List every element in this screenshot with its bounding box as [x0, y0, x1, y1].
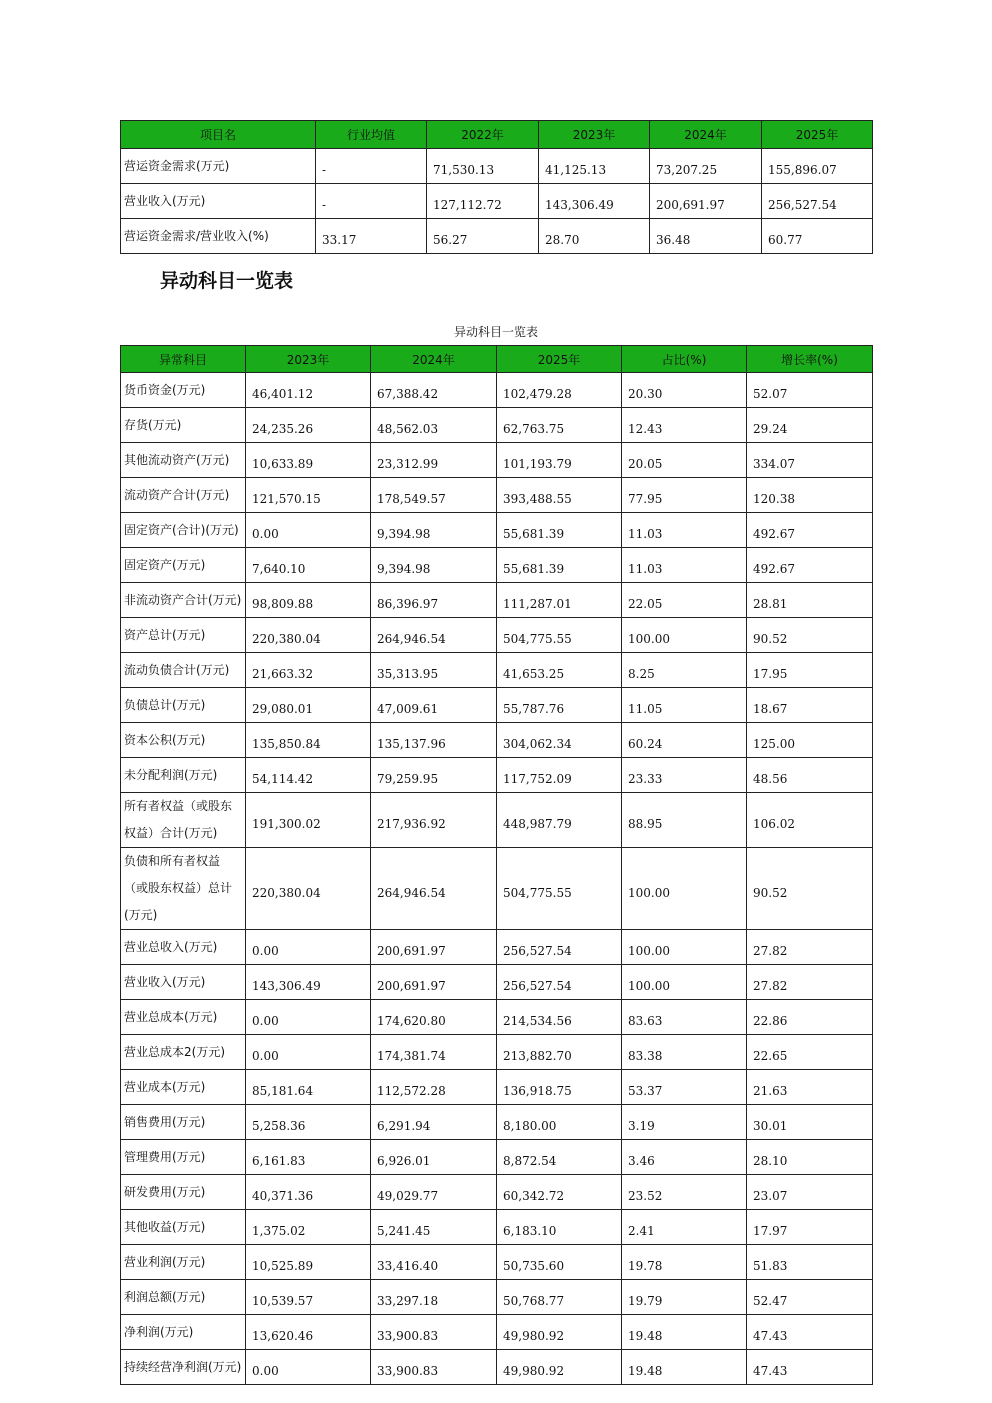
- header-cell: 2025年: [497, 346, 622, 373]
- value-cell: 60,342.72: [497, 1175, 622, 1210]
- header-cell: 2025年: [762, 121, 873, 149]
- value-cell: 23.52: [622, 1175, 747, 1210]
- table-row: [121, 1210, 873, 1245]
- value-cell: 67,388.42: [371, 373, 497, 408]
- value-cell: 30.01: [747, 1105, 873, 1140]
- value-cell: 55,787.76: [497, 688, 622, 723]
- value-cell: 29.24: [747, 408, 873, 443]
- value-cell: 85,181.64: [246, 1070, 371, 1105]
- table-row: [121, 965, 873, 1000]
- value-cell: 174,381.74: [371, 1035, 497, 1070]
- value-cell: 22.86: [747, 1000, 873, 1035]
- value-cell: 6,926.01: [371, 1140, 497, 1175]
- value-cell: 27.82: [747, 930, 873, 965]
- value-cell: 49,980.92: [497, 1350, 622, 1385]
- value-cell: 0.00: [246, 1035, 371, 1070]
- value-cell: 21,663.32: [246, 653, 371, 688]
- table-row: [121, 219, 873, 254]
- value-cell: 17.97: [747, 1210, 873, 1245]
- value-cell: 23,312.99: [371, 443, 497, 478]
- table-row: [121, 723, 873, 758]
- value-cell: 47.43: [747, 1315, 873, 1350]
- value-cell: 49,029.77: [371, 1175, 497, 1210]
- value-cell: 2.41: [622, 1210, 747, 1245]
- value-cell: 143,306.49: [246, 965, 371, 1000]
- table-row: [121, 1315, 873, 1350]
- header-cell: 行业均值: [316, 121, 427, 149]
- value-cell: 178,549.57: [371, 478, 497, 513]
- value-cell: 90.52: [747, 848, 873, 930]
- value-cell: 19.48: [622, 1350, 747, 1385]
- value-cell: 12.43: [622, 408, 747, 443]
- value-cell: 20.05: [622, 443, 747, 478]
- value-cell: 62,763.75: [497, 408, 622, 443]
- row-label-cell: 所有者权益（或股东权益）合计(万元): [121, 793, 246, 848]
- value-cell: 28.81: [747, 583, 873, 618]
- value-cell: 200,691.97: [371, 930, 497, 965]
- value-cell: 100.00: [622, 618, 747, 653]
- value-cell: 200,691.97: [650, 184, 762, 219]
- header-cell: 2023年: [539, 121, 650, 149]
- value-cell: 117,752.09: [497, 758, 622, 793]
- value-cell: 5,241.45: [371, 1210, 497, 1245]
- row-label-cell: 负债和所有者权益（或股东权益）总计(万元): [121, 848, 246, 930]
- table-row: [121, 793, 873, 848]
- value-cell: 60.77: [762, 219, 873, 254]
- value-cell: 256,527.54: [762, 184, 873, 219]
- value-cell: 22.65: [747, 1035, 873, 1070]
- value-cell: 88.95: [622, 793, 747, 848]
- row-label-cell: 持续经营净利润(万元): [121, 1350, 246, 1385]
- value-cell: 111,287.01: [497, 583, 622, 618]
- value-cell: 101,193.79: [497, 443, 622, 478]
- value-cell: 98,809.88: [246, 583, 371, 618]
- value-cell: 13,620.46: [246, 1315, 371, 1350]
- value-cell: 50,735.60: [497, 1245, 622, 1280]
- value-cell: 334.07: [747, 443, 873, 478]
- table-row: [121, 184, 873, 219]
- value-cell: 220,380.04: [246, 848, 371, 930]
- value-cell: 10,525.89: [246, 1245, 371, 1280]
- value-cell: -: [316, 184, 427, 219]
- row-label-cell: 营运资金需求(万元): [121, 149, 316, 184]
- value-cell: 55,681.39: [497, 548, 622, 583]
- value-cell: 191,300.02: [246, 793, 371, 848]
- row-label-cell: 资产总计(万元): [121, 618, 246, 653]
- header-cell: 2024年: [650, 121, 762, 149]
- value-cell: 6,291.94: [371, 1105, 497, 1140]
- table-row: [121, 513, 873, 548]
- row-label-cell: 营业收入(万元): [121, 965, 246, 1000]
- value-cell: 304,062.34: [497, 723, 622, 758]
- row-label-cell: 销售费用(万元): [121, 1105, 246, 1140]
- table-caption: 异动科目一览表: [453, 325, 538, 339]
- table-row: [121, 443, 873, 478]
- value-cell: 0.00: [246, 1000, 371, 1035]
- value-cell: 214,534.56: [497, 1000, 622, 1035]
- value-cell: 19.78: [622, 1245, 747, 1280]
- working-capital-table: [120, 120, 873, 254]
- header-cell: 异常科目: [121, 346, 246, 373]
- row-label-cell: 固定资产(合计)(万元): [121, 513, 246, 548]
- value-cell: 36.48: [650, 219, 762, 254]
- row-label-cell: 固定资产(万元): [121, 548, 246, 583]
- table-row: [121, 583, 873, 618]
- value-cell: 7,640.10: [246, 548, 371, 583]
- value-cell: 0.00: [246, 1350, 371, 1385]
- value-cell: 102,479.28: [497, 373, 622, 408]
- table-row: [121, 1035, 873, 1070]
- value-cell: 264,946.54: [371, 848, 497, 930]
- value-cell: 83.38: [622, 1035, 747, 1070]
- row-label-cell: 其他流动资产(万元): [121, 443, 246, 478]
- table-row: [121, 548, 873, 583]
- value-cell: 28.70: [539, 219, 650, 254]
- value-cell: 448,987.79: [497, 793, 622, 848]
- value-cell: 90.52: [747, 618, 873, 653]
- value-cell: 40,371.36: [246, 1175, 371, 1210]
- table-row: [121, 478, 873, 513]
- value-cell: 256,527.54: [497, 930, 622, 965]
- value-cell: 71,530.13: [427, 149, 539, 184]
- value-cell: 120.38: [747, 478, 873, 513]
- value-cell: 53.37: [622, 1070, 747, 1105]
- value-cell: 52.07: [747, 373, 873, 408]
- header-cell: 2022年: [427, 121, 539, 149]
- value-cell: 504,775.55: [497, 618, 622, 653]
- section-heading: 异动科目一览表: [160, 270, 294, 292]
- value-cell: 121,570.15: [246, 478, 371, 513]
- table-row: [121, 1105, 873, 1140]
- value-cell: 155,896.07: [762, 149, 873, 184]
- table-row: [121, 1140, 873, 1175]
- value-cell: 41,653.25: [497, 653, 622, 688]
- value-cell: 33,900.83: [371, 1315, 497, 1350]
- value-cell: 135,137.96: [371, 723, 497, 758]
- value-cell: 1,375.02: [246, 1210, 371, 1245]
- value-cell: 18.67: [747, 688, 873, 723]
- value-cell: 8.25: [622, 653, 747, 688]
- row-label-cell: 流动资产合计(万元): [121, 478, 246, 513]
- header-cell: 2024年: [371, 346, 497, 373]
- value-cell: 27.82: [747, 965, 873, 1000]
- value-cell: 22.05: [622, 583, 747, 618]
- value-cell: 11.05: [622, 688, 747, 723]
- value-cell: 47.43: [747, 1350, 873, 1385]
- value-cell: 33,900.83: [371, 1350, 497, 1385]
- value-cell: 50,768.77: [497, 1280, 622, 1315]
- row-label-cell: 货币资金(万元): [121, 373, 246, 408]
- value-cell: 55,681.39: [497, 513, 622, 548]
- value-cell: 29,080.01: [246, 688, 371, 723]
- value-cell: 35,313.95: [371, 653, 497, 688]
- value-cell: 11.03: [622, 513, 747, 548]
- value-cell: 86,396.97: [371, 583, 497, 618]
- value-cell: 33,297.18: [371, 1280, 497, 1315]
- value-cell: 100.00: [622, 965, 747, 1000]
- value-cell: 20.30: [622, 373, 747, 408]
- value-cell: 10,633.89: [246, 443, 371, 478]
- value-cell: 19.48: [622, 1315, 747, 1350]
- value-cell: 143,306.49: [539, 184, 650, 219]
- value-cell: 217,936.92: [371, 793, 497, 848]
- row-label-cell: 营业总成本2(万元): [121, 1035, 246, 1070]
- value-cell: 9,394.98: [371, 548, 497, 583]
- value-cell: 127,112.72: [427, 184, 539, 219]
- value-cell: 10,539.57: [246, 1280, 371, 1315]
- value-cell: 504,775.55: [497, 848, 622, 930]
- header-cell: 2023年: [246, 346, 371, 373]
- value-cell: 3.19: [622, 1105, 747, 1140]
- value-cell: 77.95: [622, 478, 747, 513]
- value-cell: 492.67: [747, 548, 873, 583]
- value-cell: 5,258.36: [246, 1105, 371, 1140]
- value-cell: 125.00: [747, 723, 873, 758]
- value-cell: 200,691.97: [371, 965, 497, 1000]
- row-label-cell: 营运资金需求/营业收入(%): [121, 219, 316, 254]
- table-row: [121, 758, 873, 793]
- value-cell: 24,235.26: [246, 408, 371, 443]
- value-cell: 56.27: [427, 219, 539, 254]
- value-cell: 213,882.70: [497, 1035, 622, 1070]
- header-cell: 项目名: [121, 121, 316, 149]
- header-cell: 增长率(%): [747, 346, 873, 373]
- value-cell: 52.47: [747, 1280, 873, 1315]
- table-row: [121, 618, 873, 653]
- table-row: [121, 1245, 873, 1280]
- row-label-cell: 净利润(万元): [121, 1315, 246, 1350]
- value-cell: 9,394.98: [371, 513, 497, 548]
- value-cell: 48.56: [747, 758, 873, 793]
- value-cell: 23.07: [747, 1175, 873, 1210]
- table-row: [121, 149, 873, 184]
- table-row: [121, 848, 873, 930]
- value-cell: 33,416.40: [371, 1245, 497, 1280]
- value-cell: 8,180.00: [497, 1105, 622, 1140]
- row-label-cell: 非流动资产合计(万元): [121, 583, 246, 618]
- table-row: [121, 1350, 873, 1385]
- value-cell: 6,161.83: [246, 1140, 371, 1175]
- row-label-cell: 营业利润(万元): [121, 1245, 246, 1280]
- value-cell: 135,850.84: [246, 723, 371, 758]
- row-label-cell: 营业成本(万元): [121, 1070, 246, 1105]
- value-cell: 51.83: [747, 1245, 873, 1280]
- value-cell: 48,562.03: [371, 408, 497, 443]
- row-label-cell: 管理费用(万元): [121, 1140, 246, 1175]
- value-cell: 492.67: [747, 513, 873, 548]
- value-cell: 106.02: [747, 793, 873, 848]
- table-row: [121, 1280, 873, 1315]
- value-cell: 0.00: [246, 513, 371, 548]
- value-cell: 100.00: [622, 930, 747, 965]
- row-label-cell: 营业收入(万元): [121, 184, 316, 219]
- value-cell: 21.63: [747, 1070, 873, 1105]
- value-cell: 393,488.55: [497, 478, 622, 513]
- value-cell: 47,009.61: [371, 688, 497, 723]
- value-cell: -: [316, 149, 427, 184]
- value-cell: 23.33: [622, 758, 747, 793]
- row-label-cell: 研发费用(万元): [121, 1175, 246, 1210]
- table-row: [121, 1175, 873, 1210]
- value-cell: 220,380.04: [246, 618, 371, 653]
- row-label-cell: 资本公积(万元): [121, 723, 246, 758]
- row-label-cell: 存货(万元): [121, 408, 246, 443]
- row-label-cell: 营业总成本(万元): [121, 1000, 246, 1035]
- value-cell: 0.00: [246, 930, 371, 965]
- value-cell: 174,620.80: [371, 1000, 497, 1035]
- value-cell: 264,946.54: [371, 618, 497, 653]
- table-row: [121, 688, 873, 723]
- value-cell: 60.24: [622, 723, 747, 758]
- value-cell: 19.79: [622, 1280, 747, 1315]
- table-header-row: [121, 346, 873, 373]
- value-cell: 136,918.75: [497, 1070, 622, 1105]
- abnormal-items-table: [120, 345, 873, 1385]
- table-row: [121, 1000, 873, 1035]
- table-row: [121, 1070, 873, 1105]
- value-cell: 8,872.54: [497, 1140, 622, 1175]
- row-label-cell: 流动负债合计(万元): [121, 653, 246, 688]
- value-cell: 54,114.42: [246, 758, 371, 793]
- table-row: [121, 408, 873, 443]
- value-cell: 73,207.25: [650, 149, 762, 184]
- value-cell: 100.00: [622, 848, 747, 930]
- value-cell: 3.46: [622, 1140, 747, 1175]
- value-cell: 33.17: [316, 219, 427, 254]
- value-cell: 256,527.54: [497, 965, 622, 1000]
- value-cell: 41,125.13: [539, 149, 650, 184]
- value-cell: 79,259.95: [371, 758, 497, 793]
- row-label-cell: 未分配利润(万元): [121, 758, 246, 793]
- value-cell: 17.95: [747, 653, 873, 688]
- value-cell: 49,980.92: [497, 1315, 622, 1350]
- table-row: [121, 373, 873, 408]
- table-row: [121, 653, 873, 688]
- header-cell: 占比(%): [622, 346, 747, 373]
- value-cell: 112,572.28: [371, 1070, 497, 1105]
- row-label-cell: 营业总收入(万元): [121, 930, 246, 965]
- table-header-row: [121, 121, 873, 149]
- table-row: [121, 930, 873, 965]
- row-label-cell: 其他收益(万元): [121, 1210, 246, 1245]
- row-label-cell: 利润总额(万元): [121, 1280, 246, 1315]
- row-label-cell: 负债总计(万元): [121, 688, 246, 723]
- value-cell: 6,183.10: [497, 1210, 622, 1245]
- value-cell: 28.10: [747, 1140, 873, 1175]
- value-cell: 83.63: [622, 1000, 747, 1035]
- value-cell: 11.03: [622, 548, 747, 583]
- value-cell: 46,401.12: [246, 373, 371, 408]
